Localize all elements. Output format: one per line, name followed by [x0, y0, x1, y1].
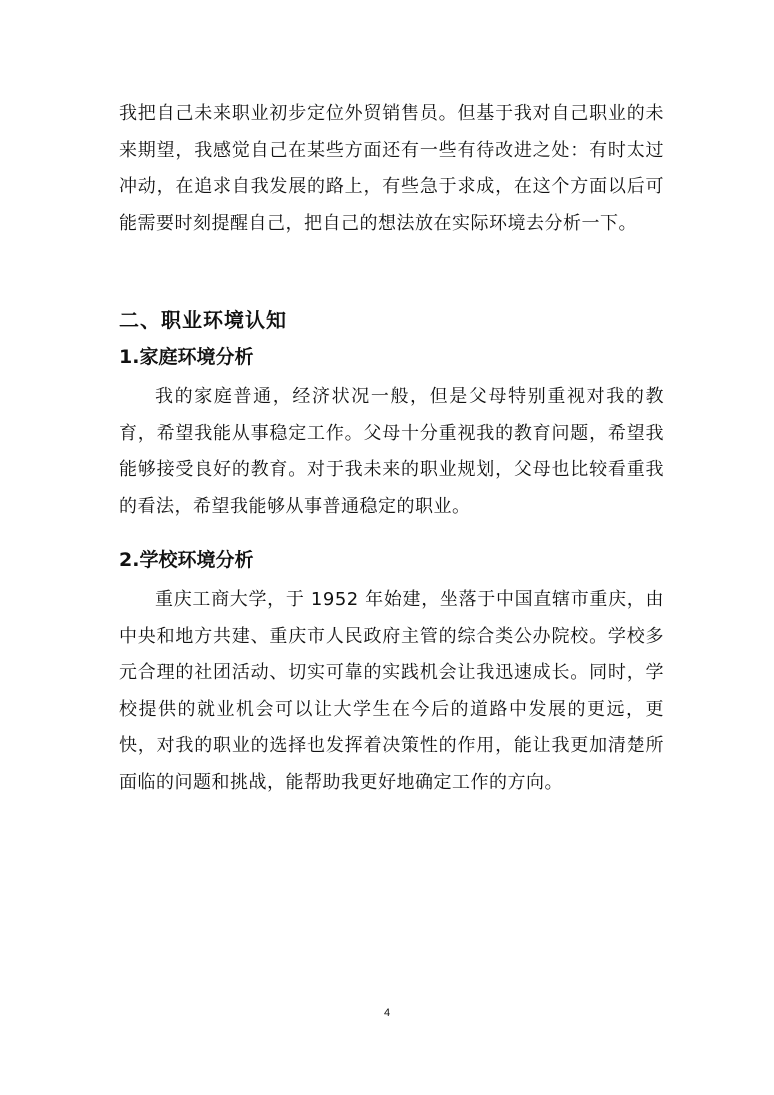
- subsection-heading-school: 2.学校环境分析: [119, 549, 254, 571]
- intro-paragraph: 我把自己未来职业初步定位外贸销售员。但基于我对自己职业的未来期望，我感觉自己在某些方面还有一些有待改进之处：有时太过冲动，在追求自我发展的路上，有些急于求成，在这个方面以后可能需要时刻提醒自己，把自己的想法放在实际环境去分析一下。: [119, 103, 664, 234]
- family-paragraph: 我的家庭普通，经济状况一般，但是父母特别重视对我的教育，希望我能从事稳定工作。父母十分重视我的教育问题，希望我能够接受良好的教育。对于我未来的职业规划，父母也比较看重我的看法，希望我能够从事普通稳定的职业。: [119, 386, 664, 517]
- school-paragraph: 重庆工商大学，于 1952 年始建，坐落于中国直辖市重庆，由中央和地方共建、重庆市人民政府主管的综合类公办院校。学校多元合理的社团活动、切实可靠的实践机会让我迅速成长。同时，学校提供的就业机会可以让大学生在今后的道路中发展的更远，更快，对我的职业的选择也发挥着决策性的作用，能让我更加清楚所面临的问题和挑战，能帮助我更好地确定工作的方向。: [119, 589, 664, 793]
- subsection-heading-family: 1.家庭环境分析: [119, 346, 254, 368]
- page-number: 4: [383, 1007, 391, 1019]
- section-title: 二、职业环境认知: [119, 308, 287, 332]
